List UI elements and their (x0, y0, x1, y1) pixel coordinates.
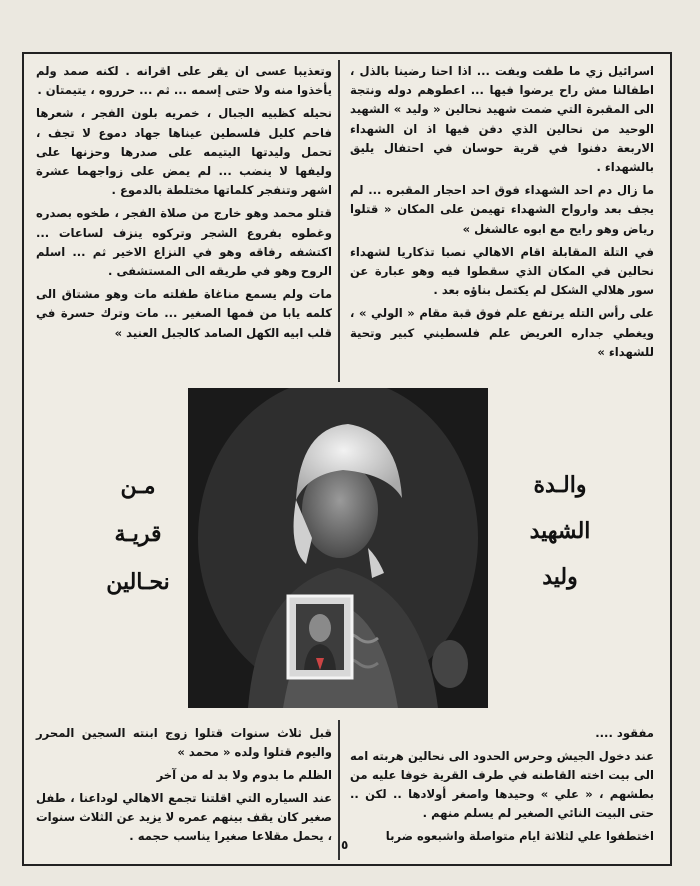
paragraph: عند السياره التي اقلتنا تجمع الاهالي لوداعنا ، طفل صغير كان يقف بينهم عمره لا يزيد عن الثلاث سنوات ، يحمل مقلاعا صغيرا يناسب حجمه . (36, 791, 332, 843)
caption-right (510, 462, 610, 600)
right-column-bottom (350, 724, 654, 846)
caption-line: الشهيد (529, 518, 591, 544)
caption-left (88, 462, 188, 606)
photo-illustration (188, 388, 488, 708)
paragraph: ما زال دم احد الشهداء فوق احد احجار المقبره ... لم يجف بعد وارواح الشهداء تهيمن على المكان « قتلوا رياض وهو رايح مع ابوه عالشغل » (350, 183, 654, 236)
left-column-top (36, 62, 332, 343)
paragraph: نحيله كظبيه الجبال ، خمريه بلون الفجر ، شعرها فاحم كليل فلسطين عيناها جهاد دموع لا تجف ، تحمل وليدتها اليتيمه على صدرها وحزنها على وليفها لا ينضب ... لم يمض على زواجهما عشرة اشهر وتنفجر كلماتها مختلطة بالدموع . (36, 106, 332, 198)
column-divider-bottom (338, 720, 340, 860)
paragraph: قبل ثلاث سنوات قتلوا زوج ابنته السجين المحرر واليوم قتلوا ولده « محمد » (36, 726, 332, 759)
paragraph: في التلة المقابلة اقام الاهالي نصبا تذكاريا لشهداء نحالين في المكان الذي سقطوا فيه وهو عبارة عن سور هلالي الشكل لم يكتمل بناؤه بعد . (350, 244, 654, 298)
left-column-bottom (36, 724, 332, 846)
quote: الظلم ما بدوم ولا بد له من آخر (156, 768, 332, 782)
paragraph: اختطفوا علي لثلاثة ايام متواصلة واشبعوه ضربا (385, 829, 654, 843)
paragraph: على رأس التله يرتفع علم فوق قبة مقام « الولي » ، ويغطي جداره العريض علم فلسطيني كبير وتحية للشهداء » (350, 306, 654, 359)
photo-mother-with-portrait (188, 388, 488, 708)
paragraph: اسرائيل زي ما طفت وبفت ... اذا احنا رضينا بالذل ، اطفالنا مش راح يرضوا فيها ... اعطوهم دوله ونتجة الى المقبرة التي ضمت شهيد نحالين « وليد » الشهيد الوحيد من نحالين الذي دفن فيها اذ ان الشهداء الاربعة دفنوا في قرية حوسان في احتفال يليق بالشهداء . (350, 64, 654, 175)
right-column-top (350, 62, 654, 362)
column-divider-top (338, 60, 340, 382)
page-number: ٥ (341, 838, 349, 852)
caption-line: وليد (542, 564, 578, 590)
caption-line: والـدة (533, 472, 587, 498)
caption-line: نحـالين (106, 569, 170, 595)
paragraph: قتلو محمد وهو خارج من صلاة الفجر ، طخوه بصدره وغطوه بفروع الشجر وتركوه ينزف لساعات ... اكتشفه رفاقه وهو في النزاع الاخير ثم ... اسلم الروح وهو في طريقه الى المستشفى . (36, 206, 332, 279)
caption-line: مـن (120, 473, 156, 499)
paragraph: عند دخول الجيش وحرس الحدود الى نحالين هربته امه الى بيت اخته القاطنه في طرف القرية خوفا عليه من بطشهم ، « علي » وحيدها واصغر أولادها .. لكن .. حتى البيت النائي الصغير لم يسلم منهم . (350, 749, 654, 820)
caption-line: قريـة (114, 521, 162, 547)
paragraph: مات ولم يسمع مناغاة طفلته مات وهو مشتاق الى كلمه يابا من فمها الصغير ... مات وترك حسرة في قلب ابيه الكهل الصامد كالجبل العنيد » (36, 287, 332, 340)
paragraph: وتعذيبا عسى ان يقر على اقرانه . لكنه صمد ولم يأخذوا منه ولا حتى إسمه ... ثم ... حرروه ، يتيمتان . (36, 64, 332, 98)
subheading: مفقود .... (595, 726, 654, 740)
